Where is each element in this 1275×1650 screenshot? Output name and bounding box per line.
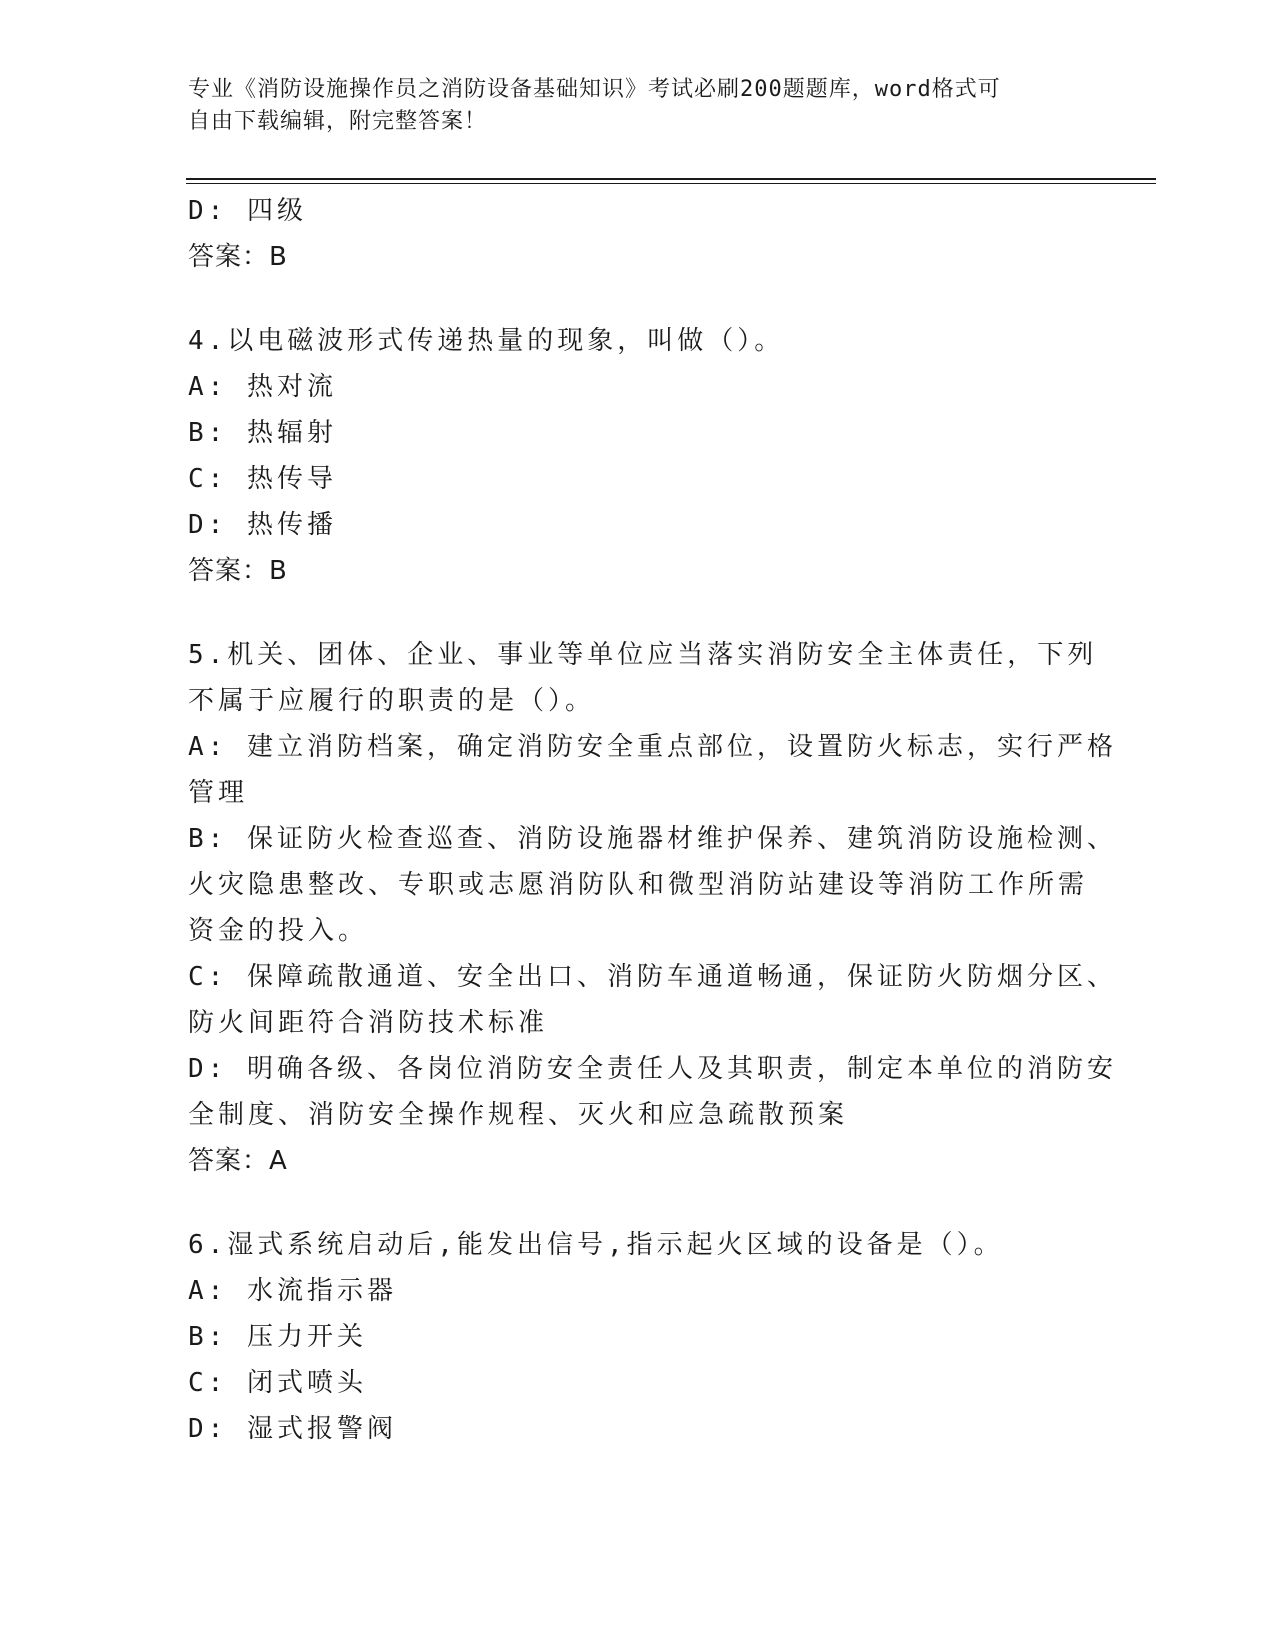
option-c: C: 热传导 <box>188 464 337 494</box>
option-d: D: 四级 <box>188 196 307 226</box>
question-3-tail <box>188 188 1088 280</box>
option-b-line-3: 资金的投入。 <box>188 916 369 946</box>
option-d-line-1: D: 明确各级、各岗位消防安全责任人及其职责，制定本单位的消防安 <box>188 1054 1117 1084</box>
header-rule-thin <box>186 183 1156 184</box>
option-b: B: 压力开关 <box>188 1322 367 1352</box>
header-line-1: 专业《消防设施操作员之消防设备基础知识》考试必刷200题题库，word格式可 <box>188 77 1001 102</box>
option-a: A: 水流指示器 <box>188 1276 397 1306</box>
document-header <box>188 74 1068 138</box>
question-stem-line-1: 5.机关、团体、企业、事业等单位应当落实消防安全主体责任，下列 <box>188 640 1098 670</box>
question-5 <box>188 632 1117 1184</box>
question-4 <box>188 318 1088 594</box>
question-stem: 6.湿式系统启动后,能发出信号,指示起火区域的设备是（）。 <box>188 1230 1004 1260</box>
option-d: D: 湿式报警阀 <box>188 1414 397 1444</box>
option-a-line-1: A: 建立消防档案，确定消防安全重点部位，设置防火标志，实行严格 <box>188 732 1117 762</box>
option-b-line-2: 火灾隐患整改、专职或志愿消防队和微型消防站建设等消防工作所需 <box>188 870 1089 900</box>
option-b-line-1: B: 保证防火检查巡查、消防设施器材维护保养、建筑消防设施检测、 <box>188 824 1117 854</box>
answer-line: 答案：B <box>188 556 288 586</box>
answer-line: 答案：B <box>188 242 288 272</box>
option-d-line-2: 全制度、消防安全操作规程、灭火和应急疏散预案 <box>188 1100 849 1130</box>
question-stem-line-2: 不属于应履行的职责的是（）。 <box>188 686 596 716</box>
header-rule-thick <box>186 178 1156 180</box>
option-a-line-2: 管理 <box>188 778 249 808</box>
option-b: B: 热辐射 <box>188 418 337 448</box>
question-6 <box>188 1222 1088 1452</box>
document-body <box>188 188 1117 1452</box>
header-line-2: 自由下载编辑，附完整答案！ <box>188 109 488 134</box>
option-c-line-1: C: 保障疏散通道、安全出口、消防车通道畅通，保证防火防烟分区、 <box>188 962 1117 992</box>
question-stem: 4.以电磁波形式传递热量的现象，叫做（）。 <box>188 326 785 356</box>
option-c: C: 闭式喷头 <box>188 1368 367 1398</box>
option-a: A: 热对流 <box>188 372 337 402</box>
option-c-line-2: 防火间距符合消防技术标准 <box>188 1008 549 1038</box>
option-d: D: 热传播 <box>188 510 337 540</box>
answer-line: 答案：A <box>188 1146 288 1176</box>
